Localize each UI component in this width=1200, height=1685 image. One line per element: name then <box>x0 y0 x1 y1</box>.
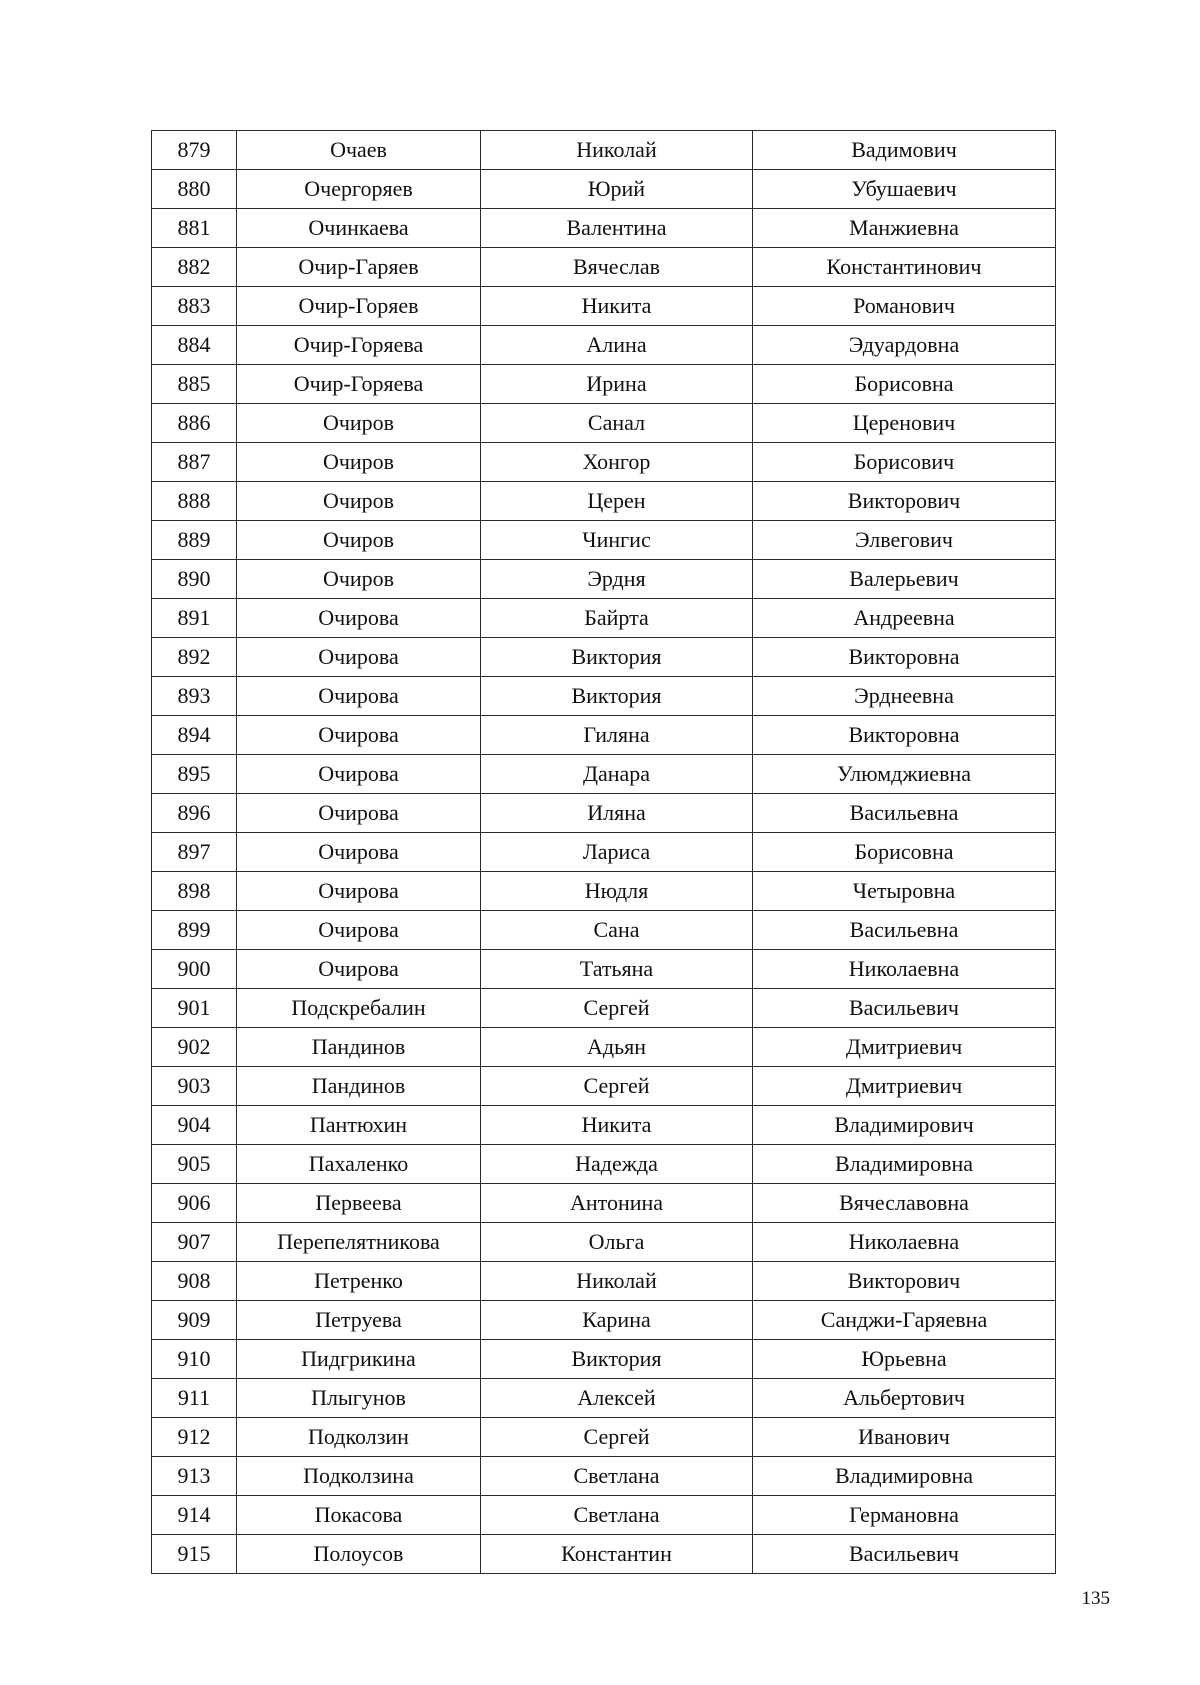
first-name-cell: Алексей <box>481 1379 753 1418</box>
first-name-cell: Надежда <box>481 1145 753 1184</box>
first-name-cell: Нюдля <box>481 872 753 911</box>
row-number-cell: 900 <box>152 950 237 989</box>
last-name-cell: Очиров <box>237 560 481 599</box>
row-number-cell: 907 <box>152 1223 237 1262</box>
last-name-cell: Пандинов <box>237 1067 481 1106</box>
table-row <box>152 1457 1056 1496</box>
first-name-cell: Валентина <box>481 209 753 248</box>
patronymic-cell: Андреевна <box>753 599 1056 638</box>
last-name-cell: Очирова <box>237 638 481 677</box>
table-row <box>152 326 1056 365</box>
table-row <box>152 1223 1056 1262</box>
last-name-cell: Очергоряев <box>237 170 481 209</box>
row-number-cell: 912 <box>152 1418 237 1457</box>
row-number-cell: 891 <box>152 599 237 638</box>
table-row <box>152 755 1056 794</box>
table-row <box>152 131 1056 170</box>
last-name-cell: Очирова <box>237 794 481 833</box>
first-name-cell: Санал <box>481 404 753 443</box>
last-name-cell: Очирова <box>237 755 481 794</box>
last-name-cell: Петренко <box>237 1262 481 1301</box>
last-name-cell: Очиров <box>237 443 481 482</box>
last-name-cell: Перепелятникова <box>237 1223 481 1262</box>
table-row <box>152 521 1056 560</box>
last-name-cell: Пахаленко <box>237 1145 481 1184</box>
table-row <box>152 1340 1056 1379</box>
table-row <box>152 1535 1056 1574</box>
table-row <box>152 1379 1056 1418</box>
table-row <box>152 443 1056 482</box>
table-row <box>152 599 1056 638</box>
patronymic-cell: Убушаевич <box>753 170 1056 209</box>
row-number-cell: 910 <box>152 1340 237 1379</box>
last-name-cell: Очирова <box>237 716 481 755</box>
last-name-cell: Очирова <box>237 872 481 911</box>
row-number-cell: 901 <box>152 989 237 1028</box>
row-number-cell: 887 <box>152 443 237 482</box>
first-name-cell: Гиляна <box>481 716 753 755</box>
last-name-cell: Очир-Горяева <box>237 365 481 404</box>
last-name-cell: Плыгунов <box>237 1379 481 1418</box>
patronymic-cell: Викторовна <box>753 638 1056 677</box>
table-row <box>152 209 1056 248</box>
last-name-cell: Очир-Гаряев <box>237 248 481 287</box>
first-name-cell: Виктория <box>481 638 753 677</box>
table-row <box>152 989 1056 1028</box>
patronymic-cell: Васильевна <box>753 911 1056 950</box>
first-name-cell: Хонгор <box>481 443 753 482</box>
table-row <box>152 833 1056 872</box>
patronymic-cell: Дмитриевич <box>753 1028 1056 1067</box>
patronymic-cell: Альбертович <box>753 1379 1056 1418</box>
last-name-cell: Петруева <box>237 1301 481 1340</box>
table-row <box>152 1106 1056 1145</box>
row-number-cell: 882 <box>152 248 237 287</box>
last-name-cell: Подколзина <box>237 1457 481 1496</box>
row-number-cell: 892 <box>152 638 237 677</box>
patronymic-cell: Викторовна <box>753 716 1056 755</box>
patronymic-cell: Викторович <box>753 482 1056 521</box>
patronymic-cell: Эрднеевна <box>753 677 1056 716</box>
first-name-cell: Антонина <box>481 1184 753 1223</box>
first-name-cell: Татьяна <box>481 950 753 989</box>
first-name-cell: Сергей <box>481 1418 753 1457</box>
patronymic-cell: Романович <box>753 287 1056 326</box>
name-registry-table <box>151 130 1056 1574</box>
last-name-cell: Очиров <box>237 404 481 443</box>
row-number-cell: 908 <box>152 1262 237 1301</box>
row-number-cell: 906 <box>152 1184 237 1223</box>
first-name-cell: Виктория <box>481 1340 753 1379</box>
row-number-cell: 898 <box>152 872 237 911</box>
last-name-cell: Подскребалин <box>237 989 481 1028</box>
patronymic-cell: Юрьевна <box>753 1340 1056 1379</box>
first-name-cell: Сана <box>481 911 753 950</box>
row-number-cell: 890 <box>152 560 237 599</box>
row-number-cell: 905 <box>152 1145 237 1184</box>
patronymic-cell: Борисовна <box>753 833 1056 872</box>
patronymic-cell: Васильевич <box>753 989 1056 1028</box>
patronymic-cell: Борисович <box>753 443 1056 482</box>
patronymic-cell: Васильевич <box>753 1535 1056 1574</box>
registry-table-body <box>152 131 1056 1574</box>
first-name-cell: Никита <box>481 287 753 326</box>
first-name-cell: Адьян <box>481 1028 753 1067</box>
row-number-cell: 893 <box>152 677 237 716</box>
patronymic-cell: Владимировна <box>753 1457 1056 1496</box>
first-name-cell: Виктория <box>481 677 753 716</box>
row-number-cell: 904 <box>152 1106 237 1145</box>
patronymic-cell: Элвегович <box>753 521 1056 560</box>
table-row <box>152 1418 1056 1457</box>
row-number-cell: 914 <box>152 1496 237 1535</box>
first-name-cell: Константин <box>481 1535 753 1574</box>
first-name-cell: Николай <box>481 1262 753 1301</box>
last-name-cell: Очирова <box>237 599 481 638</box>
last-name-cell: Очир-Горяева <box>237 326 481 365</box>
table-row <box>152 911 1056 950</box>
patronymic-cell: Николаевна <box>753 1223 1056 1262</box>
last-name-cell: Подколзин <box>237 1418 481 1457</box>
first-name-cell: Вячеслав <box>481 248 753 287</box>
patronymic-cell: Улюмджиевна <box>753 755 1056 794</box>
first-name-cell: Алина <box>481 326 753 365</box>
last-name-cell: Очирова <box>237 833 481 872</box>
first-name-cell: Лариса <box>481 833 753 872</box>
row-number-cell: 883 <box>152 287 237 326</box>
patronymic-cell: Церенович <box>753 404 1056 443</box>
table-row <box>152 560 1056 599</box>
row-number-cell: 897 <box>152 833 237 872</box>
last-name-cell: Очир-Горяев <box>237 287 481 326</box>
patronymic-cell: Николаевна <box>753 950 1056 989</box>
table-row <box>152 482 1056 521</box>
first-name-cell: Светлана <box>481 1457 753 1496</box>
table-row <box>152 716 1056 755</box>
table-row <box>152 872 1056 911</box>
first-name-cell: Николай <box>481 131 753 170</box>
patronymic-cell: Дмитриевич <box>753 1067 1056 1106</box>
row-number-cell: 888 <box>152 482 237 521</box>
row-number-cell: 889 <box>152 521 237 560</box>
table-row <box>152 1301 1056 1340</box>
last-name-cell: Очирова <box>237 950 481 989</box>
row-number-cell: 915 <box>152 1535 237 1574</box>
table-row <box>152 1496 1056 1535</box>
table-row <box>152 248 1056 287</box>
table-row <box>152 404 1056 443</box>
patronymic-cell: Валерьевич <box>753 560 1056 599</box>
first-name-cell: Чингис <box>481 521 753 560</box>
row-number-cell: 895 <box>152 755 237 794</box>
first-name-cell: Сергей <box>481 989 753 1028</box>
first-name-cell: Данара <box>481 755 753 794</box>
first-name-cell: Церен <box>481 482 753 521</box>
table-row <box>152 1145 1056 1184</box>
table-row <box>152 1184 1056 1223</box>
patronymic-cell: Вадимович <box>753 131 1056 170</box>
row-number-cell: 894 <box>152 716 237 755</box>
table-row <box>152 677 1056 716</box>
table-row <box>152 1262 1056 1301</box>
table-row <box>152 1028 1056 1067</box>
first-name-cell: Сергей <box>481 1067 753 1106</box>
row-number-cell: 884 <box>152 326 237 365</box>
last-name-cell: Пандинов <box>237 1028 481 1067</box>
patronymic-cell: Владимирович <box>753 1106 1056 1145</box>
last-name-cell: Очиров <box>237 482 481 521</box>
last-name-cell: Первеева <box>237 1184 481 1223</box>
patronymic-cell: Санджи-Гаряевна <box>753 1301 1056 1340</box>
last-name-cell: Полоусов <box>237 1535 481 1574</box>
patronymic-cell: Четыровна <box>753 872 1056 911</box>
row-number-cell: 896 <box>152 794 237 833</box>
first-name-cell: Карина <box>481 1301 753 1340</box>
patronymic-cell: Вячеславовна <box>753 1184 1056 1223</box>
patronymic-cell: Эдуардовна <box>753 326 1056 365</box>
last-name-cell: Очирова <box>237 911 481 950</box>
row-number-cell: 909 <box>152 1301 237 1340</box>
patronymic-cell: Викторович <box>753 1262 1056 1301</box>
first-name-cell: Байрта <box>481 599 753 638</box>
table-row <box>152 287 1056 326</box>
row-number-cell: 879 <box>152 131 237 170</box>
table-row <box>152 950 1056 989</box>
patronymic-cell: Германовна <box>753 1496 1056 1535</box>
patronymic-cell: Владимировна <box>753 1145 1056 1184</box>
patronymic-cell: Васильевна <box>753 794 1056 833</box>
last-name-cell: Очиров <box>237 521 481 560</box>
table-row <box>152 638 1056 677</box>
row-number-cell: 899 <box>152 911 237 950</box>
row-number-cell: 880 <box>152 170 237 209</box>
first-name-cell: Никита <box>481 1106 753 1145</box>
row-number-cell: 886 <box>152 404 237 443</box>
patronymic-cell: Борисовна <box>753 365 1056 404</box>
patronymic-cell: Иванович <box>753 1418 1056 1457</box>
last-name-cell: Покасова <box>237 1496 481 1535</box>
row-number-cell: 913 <box>152 1457 237 1496</box>
first-name-cell: Ирина <box>481 365 753 404</box>
last-name-cell: Очинкаева <box>237 209 481 248</box>
table-row <box>152 794 1056 833</box>
row-number-cell: 902 <box>152 1028 237 1067</box>
table-row <box>152 1067 1056 1106</box>
row-number-cell: 881 <box>152 209 237 248</box>
last-name-cell: Очаев <box>237 131 481 170</box>
row-number-cell: 903 <box>152 1067 237 1106</box>
first-name-cell: Светлана <box>481 1496 753 1535</box>
first-name-cell: Юрий <box>481 170 753 209</box>
table-row <box>152 365 1056 404</box>
table-row <box>152 170 1056 209</box>
first-name-cell: Иляна <box>481 794 753 833</box>
patronymic-cell: Манжиевна <box>753 209 1056 248</box>
last-name-cell: Пантюхин <box>237 1106 481 1145</box>
row-number-cell: 885 <box>152 365 237 404</box>
last-name-cell: Очирова <box>237 677 481 716</box>
row-number-cell: 911 <box>152 1379 237 1418</box>
page-number: 135 <box>1081 1588 1110 1609</box>
last-name-cell: Пидгрикина <box>237 1340 481 1379</box>
patronymic-cell: Константинович <box>753 248 1056 287</box>
first-name-cell: Эрдня <box>481 560 753 599</box>
first-name-cell: Ольга <box>481 1223 753 1262</box>
